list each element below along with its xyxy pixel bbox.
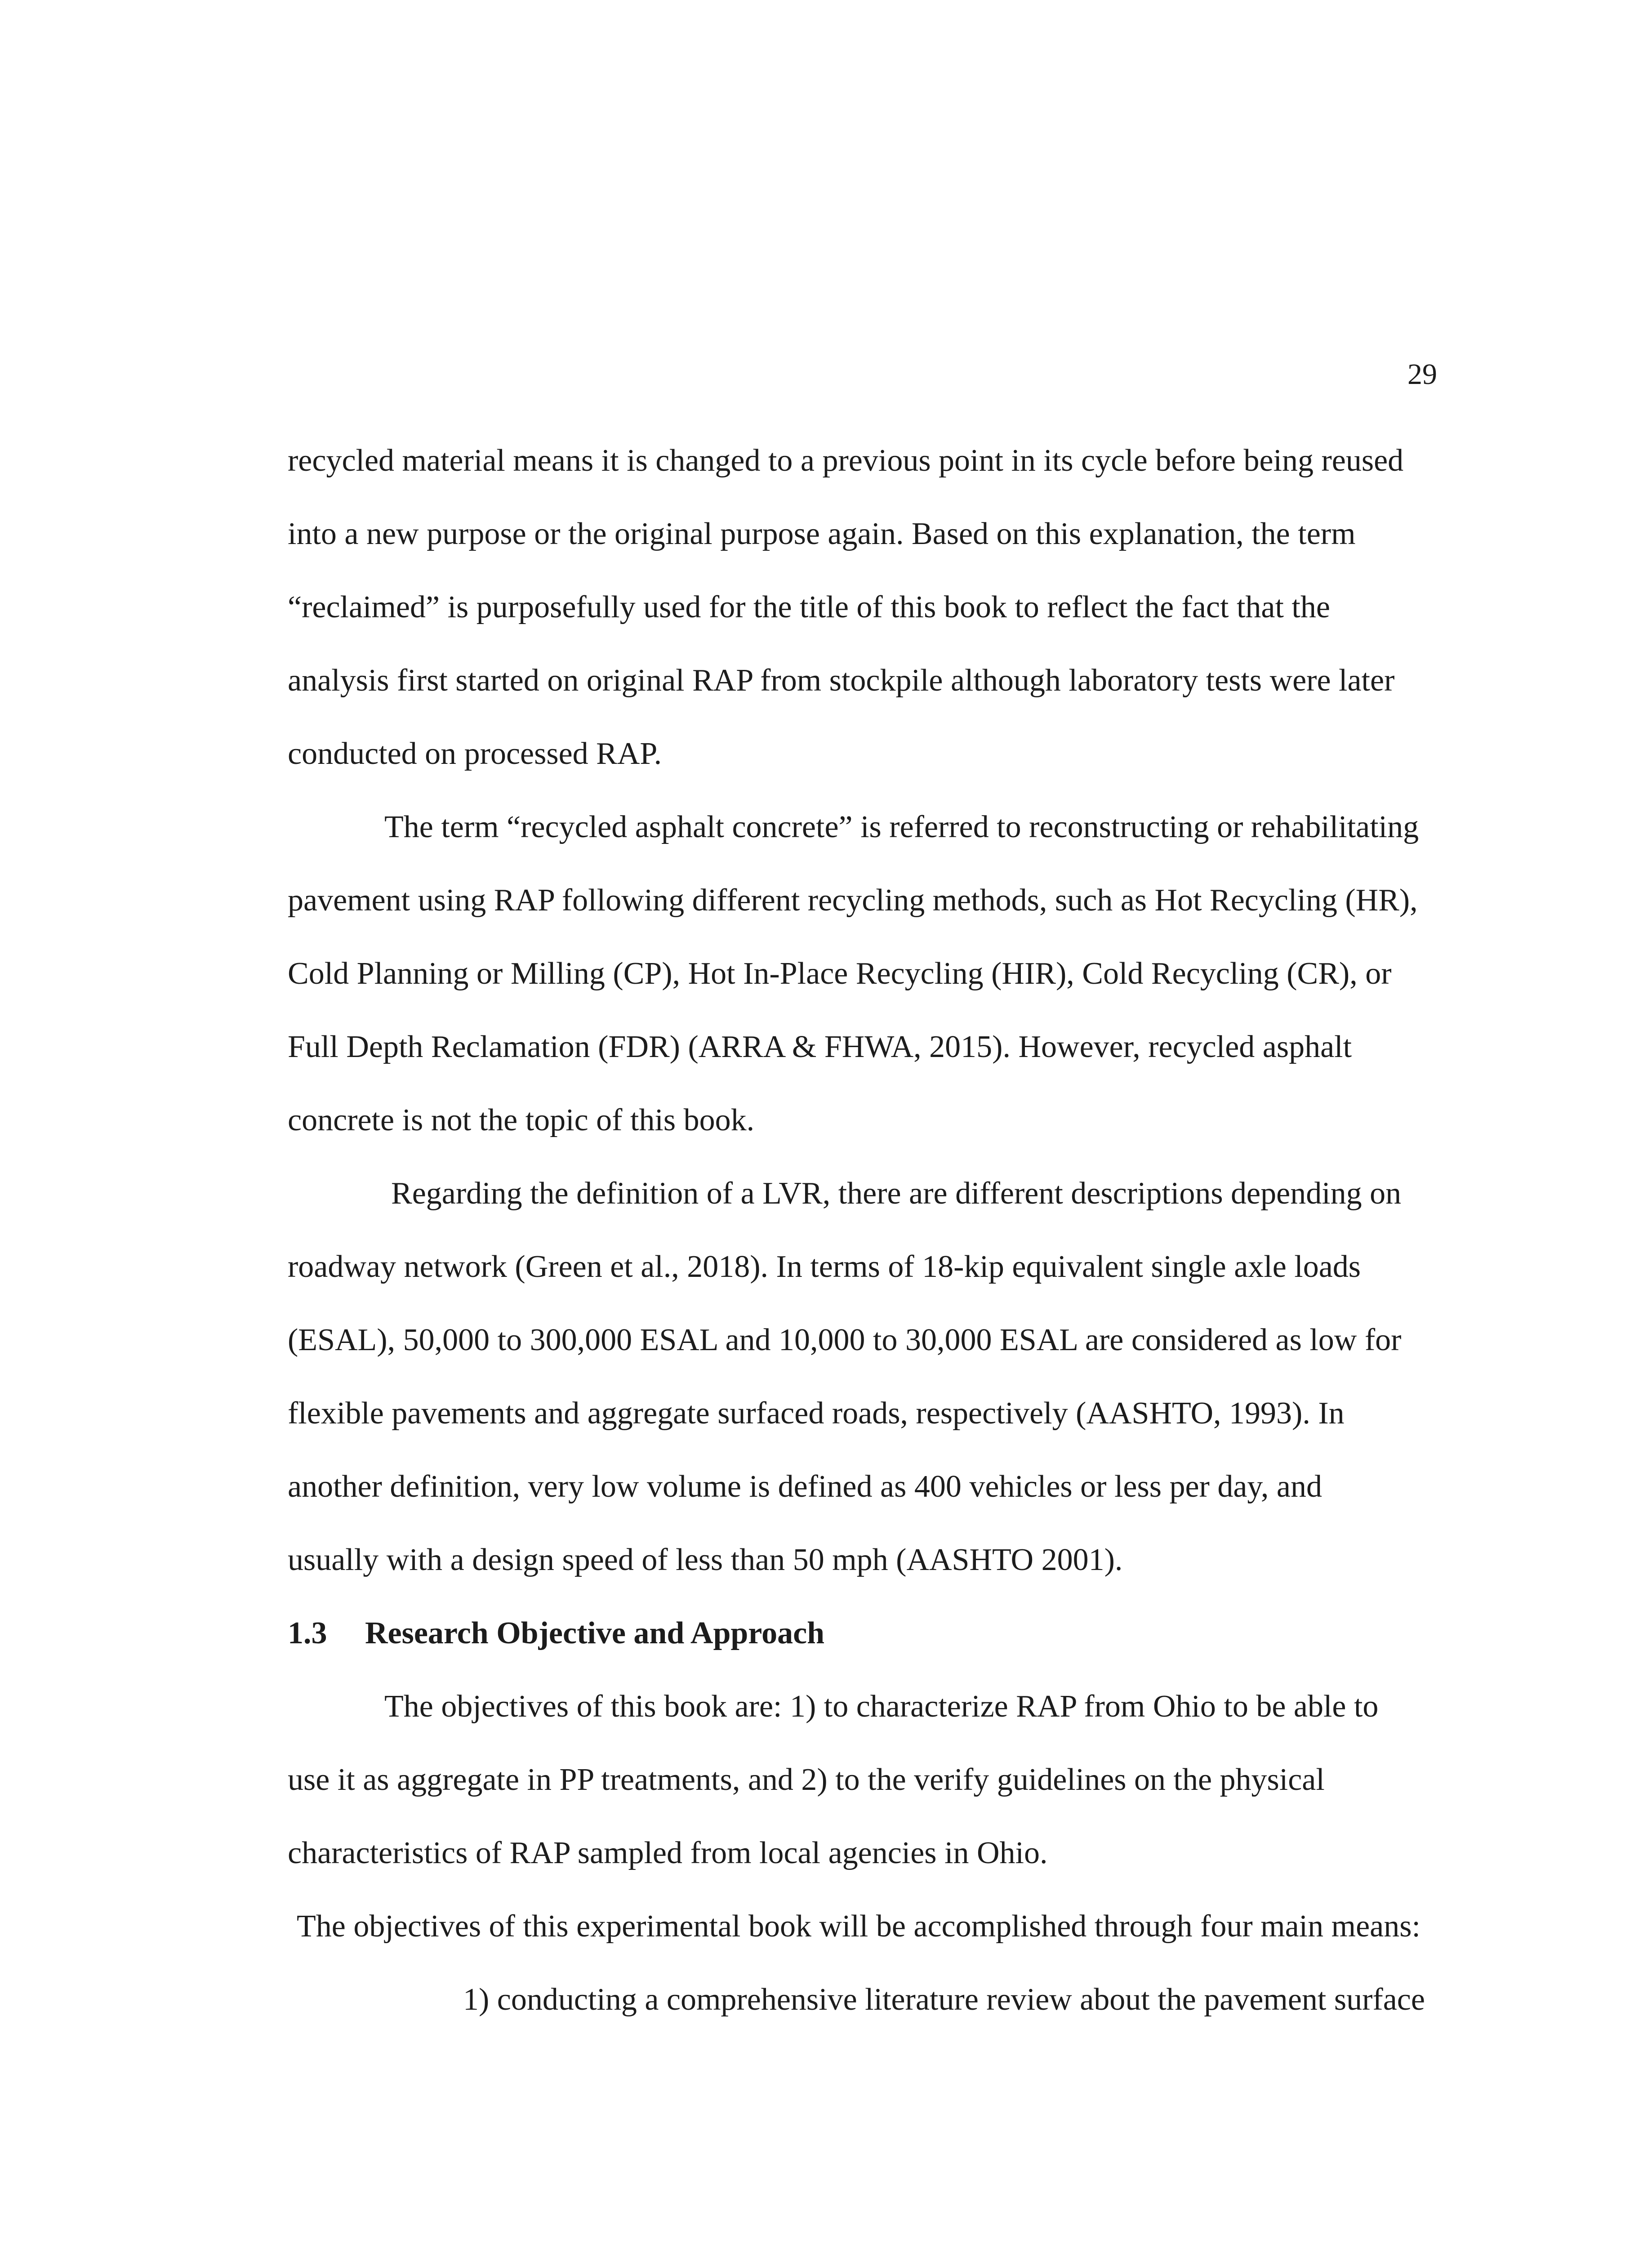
paragraph-3-line-3: (ESAL), 50,000 to 300,000 ESAL and 10,000 to 30,000 ESAL are considered as low for [288, 1323, 1402, 1357]
paragraph-1-line-3: “reclaimed” is purposefully used for the title of this book to reflect the fact that the [288, 590, 1330, 624]
paragraph-4-line-3: characteristics of RAP sampled from local agencies in Ohio. [288, 1836, 1048, 1870]
paragraph-1-line-1: recycled material means it is changed to a previous point in its cycle before being reused [288, 443, 1404, 478]
paragraph-3-line-1: Regarding the definition of a LVR, there are different descriptions depending on [391, 1176, 1402, 1211]
section-heading-number: 1.3 [288, 1616, 327, 1650]
paragraph-5-line-1: The objectives of this experimental book will be accomplished through four main means: [297, 1909, 1420, 1944]
list-item-1-line-1: 1) conducting a comprehensive literature review about the pavement surface [463, 1982, 1425, 2017]
paragraph-4-line-1: The objectives of this book are: 1) to characterize RAP from Ohio to be able to [384, 1689, 1379, 1724]
paragraph-3-line-5: another definition, very low volume is defined as 400 vehicles or less per day, and [288, 1469, 1322, 1504]
paragraph-2-line-5: concrete is not the topic of this book. [288, 1103, 755, 1137]
page-number: 29 [1407, 358, 1437, 391]
paragraph-2-line-4: Full Depth Reclamation (FDR) (ARRA & FHWA, 2015). However, recycled asphalt [288, 1030, 1352, 1064]
paragraph-3-line-2: roadway network (Green et al., 2018). In terms of 18-kip equivalent single axle loads [288, 1249, 1361, 1284]
paragraph-1-line-5: conducted on processed RAP. [288, 736, 662, 771]
section-heading [288, 1618, 824, 1649]
paragraph-2-line-3: Cold Planning or Milling (CP), Hot In-Place Recycling (HIR), Cold Recycling (CR), or [288, 956, 1392, 991]
section-heading-title: Research Objective and Approach [365, 1616, 825, 1650]
paragraph-3-line-4: flexible pavements and aggregate surfaced roads, respectively (AASHTO, 1993). In [288, 1396, 1345, 1431]
paragraph-1-line-4: analysis first started on original RAP from stockpile although laboratory tests were later [288, 663, 1395, 698]
paragraph-2-line-1: The term “recycled asphalt concrete” is referred to reconstructing or rehabilitating [384, 810, 1419, 844]
paragraph-1-line-2: into a new purpose or the original purpose again. Based on this explanation, the term [288, 517, 1356, 551]
paragraph-4-line-2: use it as aggregate in PP treatments, and 2) to the verify guidelines on the physical [288, 1762, 1325, 1797]
paragraph-2-line-2: pavement using RAP following different recycling methods, such as Hot Recycling (HR), [288, 883, 1418, 918]
paragraph-3-line-6: usually with a design speed of less than 50 mph (AASHTO 2001). [288, 1543, 1123, 1577]
